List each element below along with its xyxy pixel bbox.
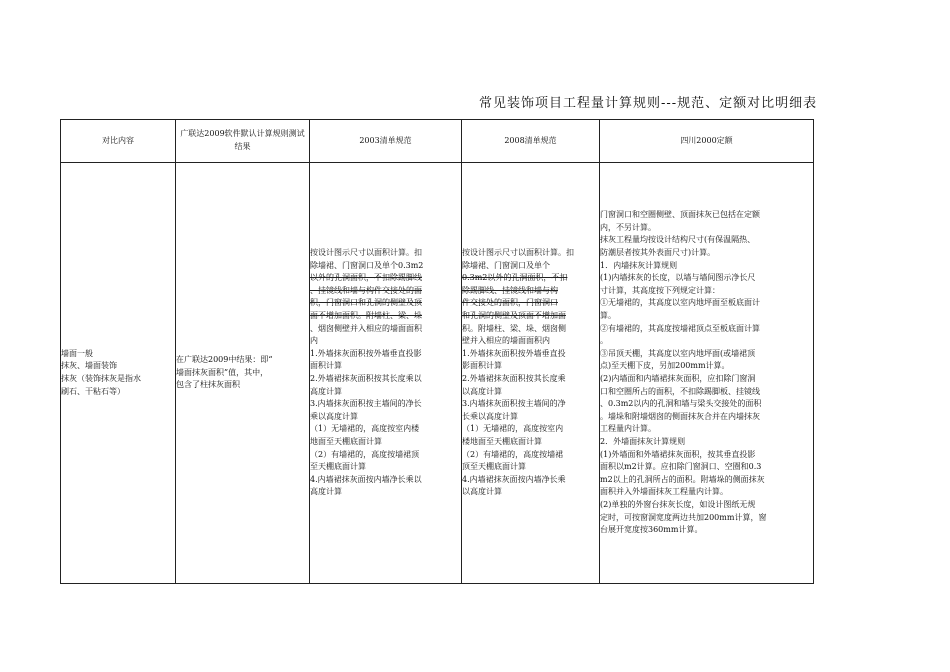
spec-2008-cell — [462, 163, 600, 584]
cell-line: m2以上的孔洞所占的面积。附墙垛的侧面抹灰 — [600, 474, 765, 484]
cell-line: 算。 — [600, 311, 616, 321]
cell-line-struck: 和孔洞的侧壁及顶面不增加面 — [462, 311, 566, 321]
page-title: 常见装饰项目工程量计算规则---规范、定额对比明细表 — [479, 96, 818, 111]
cell-line: 防潮层者按其外表面尺寸)计算。 — [600, 248, 716, 258]
cell-line: 内，不另计算。 — [600, 222, 656, 232]
cell-line: 楼地面至天棚底面计算 — [462, 436, 542, 446]
software-result-cell — [176, 163, 310, 584]
cell-line: ③吊顶天棚，其高度以室内地坪面(或墙裙顶 — [600, 348, 756, 358]
cell-line: 内 — [310, 336, 318, 346]
cell-line: 定时，可按窗洞宽度两边共加200mm计算，窗 — [600, 512, 767, 522]
cell-line-struck: 0.3m2以外的孔洞面积，不扣 — [462, 273, 568, 283]
cell-line: 长乘以高度计算 — [462, 411, 518, 421]
cell-line: 3.内墙抹灰面积按主墙间的净 — [462, 399, 566, 409]
cell-line: (2)内墙面和内墙裙抹灰面积，应扣除门窗洞 — [600, 374, 756, 383]
cell-line-struck: 、挂镜线和墙与构件交接处的面 — [310, 285, 422, 295]
cell-line: 墙面一般 — [61, 348, 93, 358]
cell-line: 高度计算 — [310, 487, 342, 497]
cell-line: 以高度计算 — [462, 487, 502, 497]
spec-2003-cell — [310, 163, 462, 584]
cell-line: （1）无墙裙的，高度按室内楼 — [310, 424, 420, 434]
cell-line: 顶至天棚底面计算 — [462, 462, 526, 472]
cell-line: 按设计图示尺寸以面积计算。扣 — [310, 248, 422, 258]
cell-line: (2)单独的外窗台抹灰长度，如设计图纸无规 — [600, 499, 756, 509]
cell-line: 抹灰工程量均按设计结构尺寸(有保温隔热、 — [600, 235, 756, 245]
header-cell: 广联达2009软件默认计算规则测试结果 — [176, 120, 310, 163]
sichuan-2000-quota-cell — [600, 163, 814, 584]
cell-line: 口和空圈所占的面积，不扣除踢脚板、挂镜线 — [600, 386, 760, 396]
cell-line: 地面至天棚底面计算 — [310, 436, 382, 446]
cell-line: ①无墙裙的，其高度以室内地坪面至板底面计 — [600, 298, 760, 308]
cell-line: （1）无墙裙的，高度按室内 — [462, 424, 564, 434]
cell-line-struck: 除踢脚线、挂镜线和墙与构 — [462, 285, 558, 295]
cell-line: 4.内墙裙抹灰面按内墙净长乘以 — [310, 474, 422, 484]
cell-line: 墙面抹灰面积”值，其中， — [176, 367, 269, 377]
cell-line: (1)内墙抹灰的长度，以墙与墙间图示净长尺 — [600, 273, 756, 283]
cell-line: 、烟囱侧壁并入相应的墙面面积 — [310, 323, 422, 333]
cell-line: 影面积计算 — [462, 361, 502, 371]
cell-line: （2）有墙裙的，高度按墙裙 — [462, 449, 564, 459]
cell-line-struck: 积，门窗洞口和孔洞的侧壁及顶 — [310, 298, 422, 308]
cell-line: 。 — [600, 336, 608, 346]
cell-line: 至天棚底面计算 — [310, 462, 366, 472]
cell-line-struck: 以外的孔洞面积，不扣除踢脚线 — [310, 273, 422, 283]
cell-line: 按设计图示尺寸以面积计算。扣 — [462, 248, 574, 258]
cell-line: 抹灰（装饰抹灰是指水 — [61, 374, 141, 383]
cell-line: (1)外墙面和外墙裙抹灰面积，按其垂直投影 — [600, 449, 756, 459]
cell-line: 门窗洞口和空圈侧壁、顶面抹灰已包括在定额 — [600, 210, 760, 220]
cell-line-struck: 件交接处的面积，门窗洞口 — [462, 298, 558, 308]
cell-line: 抹灰、墙面装饰 — [61, 361, 117, 371]
cell-line: 1．内墙抹灰计算规则 — [600, 260, 678, 270]
cell-line: 刷石、干粘石等） — [61, 386, 125, 396]
cell-line-struck: 面不增加面积。附墙柱、梁、垛 — [310, 311, 422, 321]
header-cell: 2003清单规范 — [310, 120, 462, 163]
cell-line: 面积计算 — [310, 361, 342, 371]
cell-line: 积。附墙柱、梁、垛、烟囱侧 — [462, 323, 566, 333]
cell-line: 4.内墙裙抹灰面按内墙净长乘 — [462, 474, 566, 484]
header-cell: 2008清单规范 — [462, 120, 600, 163]
cell-line: 、0.3m2以内的孔洞和墙与梁头交接处的面积 — [600, 399, 762, 409]
cell-line: 除墙裙、门窗洞口及单个 — [462, 260, 550, 270]
cell-line: 除墙裙、门窗洞口及单个0.3m2 — [310, 260, 424, 270]
cell-line: 2.外墙裙抹灰面积按其长度乘以 — [310, 374, 422, 383]
cell-line: 。墙垛和附墙烟囱的侧面抹灰合并在内墙抹灰 — [600, 411, 760, 421]
comparison-item-cell — [61, 163, 176, 584]
cell-line: 以高度计算 — [462, 386, 502, 396]
cell-line: ②有墙裙的，其高度按墙裙顶点至板底面计算 — [600, 323, 760, 333]
cell-line: 高度计算 — [310, 386, 342, 396]
cell-line: 3.内墙抹灰面积按主墙间的净长 — [310, 399, 422, 409]
cell-line: 面积以m2计算。应扣除门窗洞口、空圈和0.3 — [600, 462, 762, 472]
cell-line: 台展开宽度按360mm计算。 — [600, 525, 703, 535]
table-row — [61, 163, 814, 584]
header-cell: 四川2000定额 — [600, 120, 814, 163]
cell-line: 1.外墙抹灰面积按外墙垂直投 — [462, 348, 566, 358]
cell-line: 1.外墙抹灰面积按外墙垂直投影 — [310, 348, 422, 358]
cell-line: 面积并入外墙面抹灰工程量内计算。 — [600, 487, 728, 497]
cell-line: 壁并入相应的墙面面积内 — [462, 336, 550, 346]
table-header-row — [61, 120, 814, 163]
cell-line: 工程量内计算。 — [600, 424, 656, 434]
cell-line: 包含了柱抹灰面积 — [176, 380, 240, 390]
cell-line: 寸计算，其高度按下列规定计算： — [600, 285, 720, 295]
cell-line: 2．外墙面抹灰计算规则 — [600, 436, 686, 446]
cell-line: 乘以高度计算 — [310, 411, 358, 421]
header-cell: 对比内容 — [61, 120, 176, 163]
comparison-table — [60, 119, 814, 584]
cell-line: 在广联达2009中结果：即“ — [176, 355, 273, 365]
cell-line: 2.外墙裙抹灰面积按其长度乘 — [462, 374, 566, 383]
cell-line: 点)至天棚下皮，另加200mm计算。 — [600, 361, 730, 371]
cell-line: （2）有墙裙的，高度按墙裙顶 — [310, 449, 420, 459]
